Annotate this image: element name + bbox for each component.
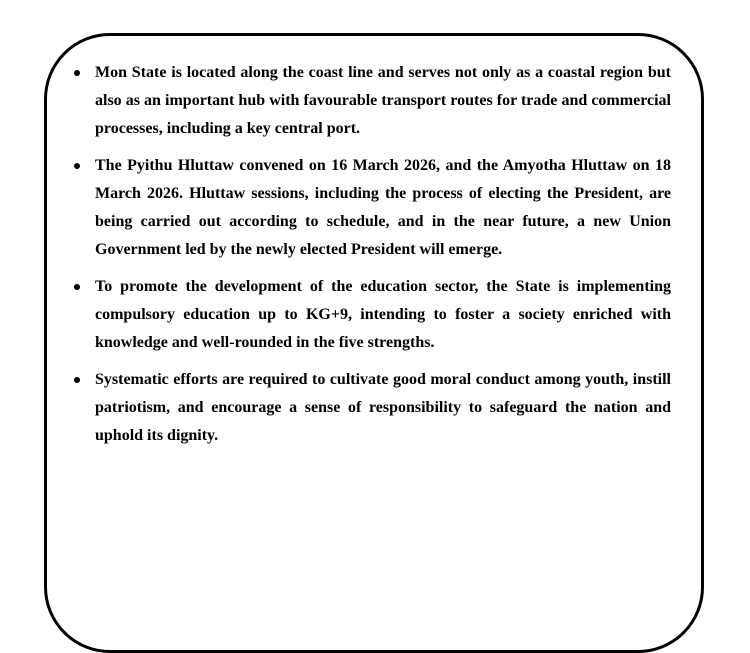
bullet-item: [95, 152, 671, 264]
bullet-text: The Pyithu Hluttaw convened on 16 March 2026, and the Amyotha Hluttaw on 18 March 2026. Hluttaw sessions, including the process of electing the President, are being carried out according to schedule, and in the near future, a new Union Government led by the newly elected President will emerge.: [95, 157, 671, 258]
bullet-list: [47, 36, 701, 450]
rounded-border-frame: [44, 33, 704, 653]
bullet-icon: [74, 163, 80, 169]
bullet-text: Mon State is located along the coast line and serves not only as a coastal region but also as an important hub with favourable transport routes for trade and commercial processes, including a key central port.: [95, 64, 671, 137]
bullet-icon: [74, 284, 80, 290]
bullet-icon: [74, 70, 80, 76]
bullet-item: [95, 366, 671, 450]
bullet-text: Systematic efforts are required to cultivate good moral conduct among youth, instill patriotism, and encourage a sense of responsibility to safeguard the nation and uphold its dignity.: [95, 371, 671, 444]
bullet-item: [95, 59, 671, 143]
bullet-item: [95, 273, 671, 357]
bullet-icon: [74, 377, 80, 383]
bullet-text: To promote the development of the education sector, the State is implementing compulsory education up to KG+9, intending to foster a society enriched with knowledge and well-rounded in the five strengths.: [95, 278, 671, 351]
